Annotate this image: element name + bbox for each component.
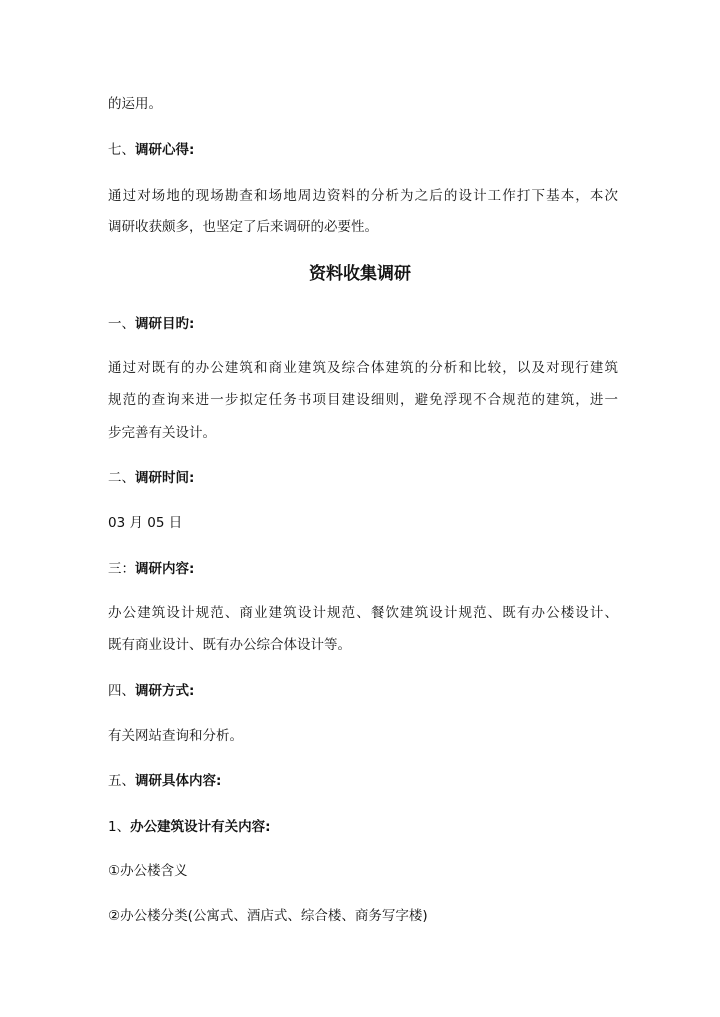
list-item: ①办公楼含义 (108, 863, 188, 879)
heading-colon: : (189, 470, 195, 486)
heading-number: 五、 (108, 773, 135, 789)
heading-number: 1、 (108, 819, 131, 835)
heading-number: 七、 (108, 142, 135, 158)
heading-number: 三： (108, 561, 135, 577)
paragraph-line: 通过对场地的现场勘查和场地周边资料的分析为之后的设计工作打下基本，本次 (108, 188, 618, 204)
heading-label: 调研方式 (135, 683, 189, 699)
paragraph-line: 规范的查询来进一步拟定任务书项目建设细则，避免浮现不合规范的建筑，进一 (108, 392, 618, 408)
section-heading-purpose (108, 314, 618, 334)
heading-number: 四、 (108, 683, 135, 699)
heading-number: 一、 (108, 316, 135, 332)
heading-number: 二、 (108, 470, 135, 486)
heading-label: 调研心得 (135, 142, 189, 158)
paragraph-line: 调研收获颇多，也坚定了后来调研的必要性。 (108, 219, 378, 235)
heading-label: 办公建筑设计有关内容 (130, 819, 266, 835)
document-title: 资料收集调研 (309, 264, 411, 284)
section-heading-time (108, 468, 618, 488)
paragraph-continuation: 的运用。 (108, 96, 162, 112)
paragraph-line: 步完善有关设计。 (108, 425, 216, 441)
paragraph-line: 有关网站查询和分析。 (108, 728, 243, 744)
heading-colon: : (189, 561, 195, 577)
heading-label: 调研目旳 (135, 316, 189, 332)
heading-colon: : (189, 142, 195, 158)
list-item: ②办公楼分类(公寓式、酒店式、综合楼、商务写字楼) (108, 908, 428, 924)
heading-label: 调研时间 (135, 470, 189, 486)
heading-label: 调研内容 (135, 561, 189, 577)
subsection-heading-office (108, 817, 618, 837)
paragraph-line: 通过对既有的办公建筑和商业建筑及综合体建筑的分析和比较，以及对现行建筑 (108, 360, 618, 376)
date-text: 03 月 05 日 (108, 515, 183, 531)
section-heading-content (108, 559, 618, 579)
heading-label: 调研具体内容 (135, 773, 216, 789)
heading-colon: : (216, 773, 222, 789)
paragraph-line: 办公建筑设计规范、商业建筑设计规范、餐饮建筑设计规范、既有办公楼设计、 (108, 605, 618, 621)
heading-colon: : (189, 683, 195, 699)
heading-colon: : (265, 819, 271, 835)
section-heading-details (108, 771, 618, 791)
heading-colon: : (189, 316, 195, 332)
section-heading-method (108, 681, 618, 701)
paragraph-line: 既有商业设计、既有办公综合体设计等。 (108, 637, 351, 653)
section-heading-experience (108, 140, 618, 160)
